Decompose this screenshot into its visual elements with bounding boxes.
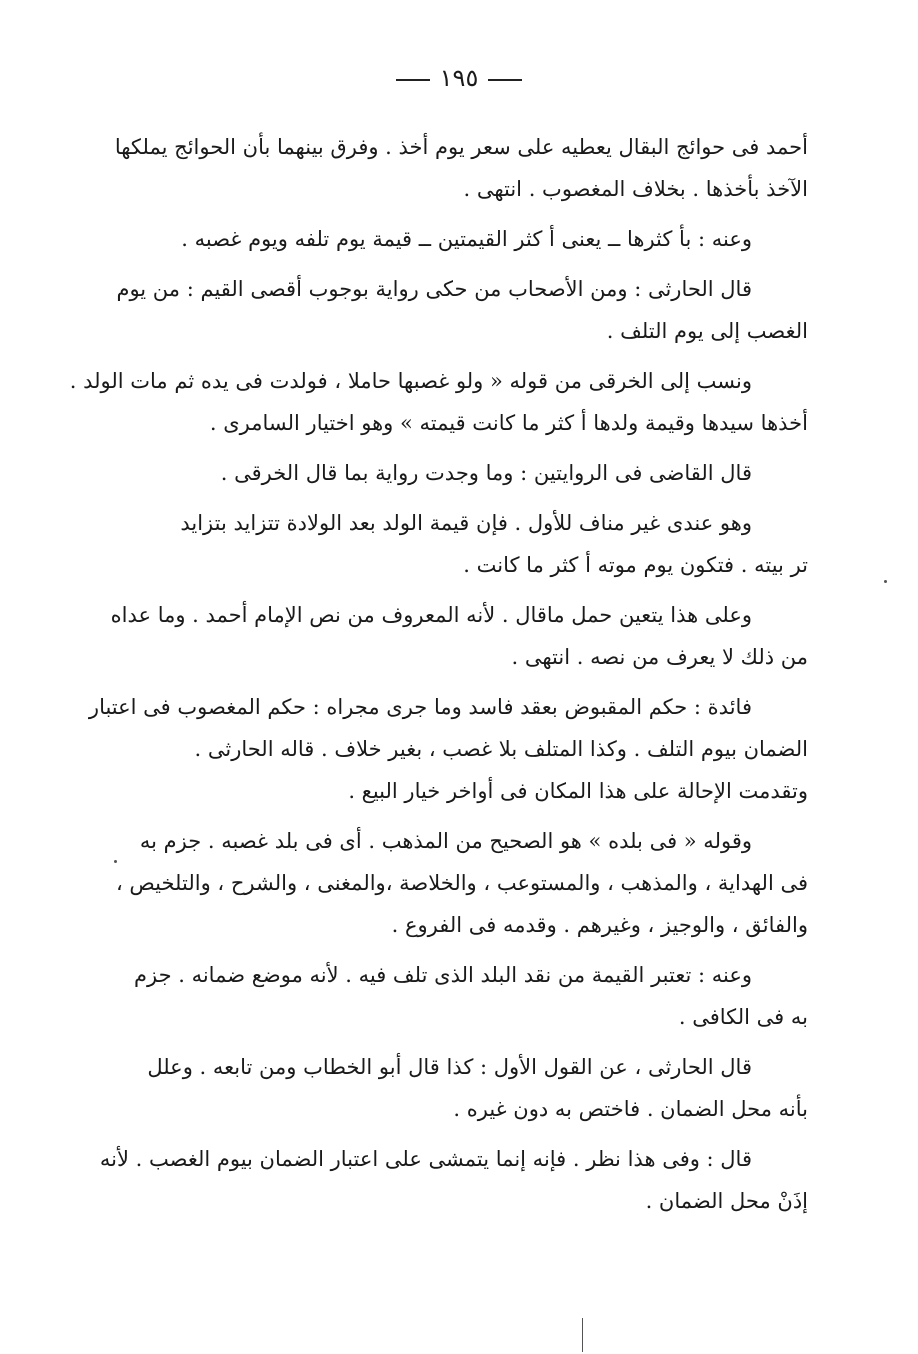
text-line: من ذلك لا يعرف من نصه . انتهى . (511, 645, 808, 669)
text-line: وتقدمت الإحالة على هذا المكان فى أواخر خيار البيع . (348, 779, 808, 803)
text-line: وقوله « فى بلده » هو الصحيح من المذهب . أى فى بلد غصبه . جزم به (139, 829, 752, 853)
text-line: أحمد فى حوائج البقال يعطيه على سعر يوم أخذ . وفرق بينهما بأن الحوائج يملكها (114, 135, 808, 159)
text-line: الضمان بيوم التلف . وكذا المتلف بلا غصب ، بغير خلاف . قاله الحارثى . (194, 737, 808, 761)
text-line: بأنه محل الضمان . فاختص به دون غيره . (453, 1097, 808, 1121)
paragraph (114, 126, 808, 210)
paragraph (158, 502, 808, 586)
text-line: وعنه : تعتبر القيمة من نقد البلد الذى تلف فيه . لأنه موضع ضمانه . جزم (133, 963, 752, 987)
paragraph (115, 820, 808, 946)
text-line: قال : وفى هذا نظر . فإنه إنما يتمشى على اعتبار الضمان بيوم الغصب . لأنه (99, 1147, 752, 1171)
text-line: فى الهداية ، والمذهب ، والمستوعب ، والخلاصة ،والمغنى ، والشرح ، والتلخيص ، (115, 871, 808, 895)
binding-mark (582, 1318, 583, 1352)
text-line: وعلى هذا يتعين حمل ماقال . لأنه المعروف من نص الإمام أحمد . وما عداه (110, 603, 752, 627)
text-line: إذَنْ محل الضمان . (645, 1189, 808, 1213)
paragraph (99, 1138, 808, 1222)
paragraph (158, 452, 808, 494)
header-dash-right (488, 79, 522, 81)
body-text (69, 126, 808, 1222)
text-line: قال الحارثى : ومن الأصحاب من حكى رواية بوجوب أقصى القيم : من يوم (116, 277, 752, 301)
paragraph (88, 686, 808, 812)
scan-speck (884, 580, 887, 583)
text-line: فائدة : حكم المقبوض بعقد فاسد وما جرى مجراه : حكم المغصوب فى اعتبار (88, 695, 752, 719)
paragraph (69, 360, 808, 444)
text-line: الآخذ بأخذها . بخلاف المغصوب . انتهى . (463, 177, 808, 201)
text-line: وهو عندى غير مناف للأول . فإن قيمة الولد بعد الولادة تتزايد بتزايد (180, 511, 752, 535)
page-number: ١٩٥ (439, 64, 479, 92)
paragraph (116, 268, 808, 352)
header-dash-left (396, 79, 430, 81)
text-line: به فى الكافى . (678, 1005, 808, 1029)
text-line: ونسب إلى الخرقى من قوله « ولو غصبها حاملا ، فولدت فى يده ثم مات الولد . (69, 369, 752, 393)
scan-speck (114, 860, 117, 863)
page-header (0, 64, 918, 92)
text-line: والفائق ، والوجيز ، وغيرهم . وقدمه فى الفروع . (391, 913, 808, 937)
paragraph (147, 1046, 808, 1130)
paragraph (158, 218, 808, 260)
text-line: قال القاضى فى الروايتين : وما وجدت رواية بما قال الخرقى . (220, 461, 752, 485)
text-line: الغصب إلى يوم التلف . (606, 319, 808, 343)
paragraph (110, 594, 808, 678)
paragraph (133, 954, 808, 1038)
text-line: وعنه : بأ كثرها ــ يعنى أ كثر القيمتين ــ قيمة يوم تلفه ويوم غصبه . (181, 227, 752, 251)
text-line: أخذها سيدها وقيمة ولدها أ كثر ما كانت قيمته » وهو اختيار السامرى . (209, 411, 808, 435)
text-line: قال الحارثى ، عن القول الأول : كذا قال أبو الخطاب ومن تابعه . وعلل (147, 1055, 752, 1079)
text-line: تر بيته . فتكون يوم موته أ كثر ما كانت . (463, 553, 808, 577)
